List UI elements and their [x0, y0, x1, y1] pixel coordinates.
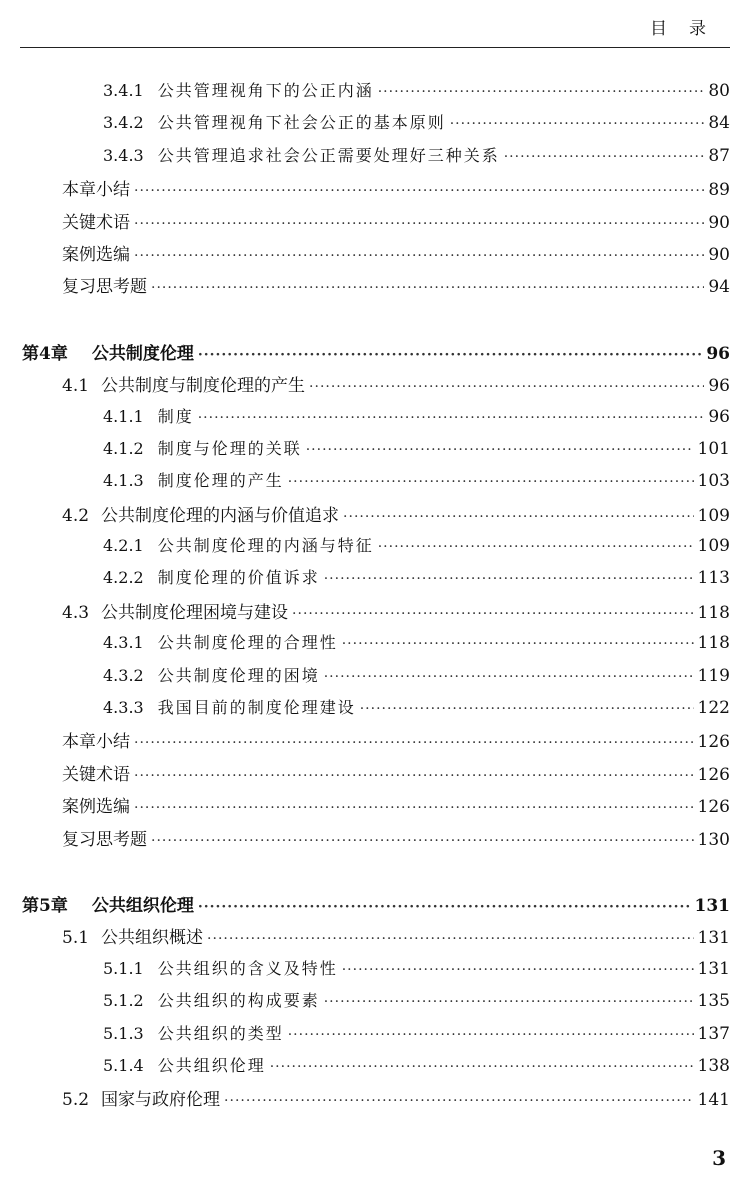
toc-leader-dots	[151, 280, 704, 296]
toc-leader-dots	[342, 636, 694, 652]
table-of-contents	[0, 78, 750, 1118]
page-number: 3	[712, 1146, 726, 1170]
toc-leader-dots	[224, 1093, 694, 1109]
toc-entry-number: 第4章	[22, 343, 68, 364]
header-rule	[20, 47, 730, 48]
toc-entry-number: 4.3.3	[103, 698, 144, 718]
toc-leader-dots	[134, 248, 704, 264]
toc-leader-dots	[292, 606, 694, 622]
toc-leader-dots	[324, 571, 694, 587]
toc-leader-dots	[324, 669, 694, 685]
toc-entry-number: 4.3	[62, 602, 90, 623]
toc-entry[interactable]	[0, 630, 750, 662]
toc-entry-title: 制度伦理的产生	[157, 471, 284, 491]
toc-leader-dots	[343, 509, 694, 525]
toc-entry[interactable]	[0, 598, 750, 630]
toc-entry-number: 4.1.3	[103, 471, 144, 491]
toc-entry-page: 96	[708, 406, 730, 427]
toc-leader-dots	[134, 216, 704, 232]
toc-leader-dots	[306, 442, 694, 458]
toc-entry-title: 案例选编	[62, 244, 130, 265]
toc-entry-page: 131	[694, 895, 730, 916]
toc-entry[interactable]	[0, 175, 750, 207]
toc-entry-page: 89	[708, 180, 730, 201]
toc-entry-page: 118	[697, 602, 730, 623]
toc-leader-dots	[504, 149, 705, 165]
toc-leader-dots	[324, 994, 694, 1010]
toc-entry[interactable]	[0, 727, 750, 759]
toc-entry[interactable]	[0, 533, 750, 565]
toc-entry[interactable]	[0, 371, 750, 403]
toc-entry[interactable]	[0, 240, 750, 272]
toc-entry-page: 119	[697, 665, 730, 686]
toc-entry-title: 复习思考题	[62, 829, 147, 850]
toc-entry-number: 5.1	[62, 928, 90, 949]
toc-entry-page: 80	[708, 81, 730, 101]
toc-entry[interactable]	[0, 565, 750, 597]
running-header: 目录	[650, 19, 728, 39]
toc-entry-title: 关键术语	[62, 212, 130, 233]
toc-entry[interactable]	[0, 956, 750, 988]
toc-entry[interactable]	[0, 78, 750, 110]
toc-entry-title: 复习思考题	[62, 277, 147, 298]
toc-entry-title: 公共制度伦理的困境	[157, 665, 320, 685]
toc-entry-page: 126	[697, 732, 730, 753]
toc-entry-page: 84	[708, 113, 730, 134]
toc-entry-title: 案例选编	[62, 797, 130, 818]
toc-entry-page: 126	[697, 764, 730, 785]
toc-entry-title: 公共管理视角下的公正内涵	[157, 81, 374, 100]
toc-entry[interactable]	[0, 760, 750, 792]
toc-entry-page: 138	[697, 1055, 730, 1076]
toc-entry-page: 101	[697, 438, 730, 459]
toc-leader-dots	[378, 84, 705, 100]
toc-leader-dots	[450, 116, 705, 132]
toc-entry-title: 本章小结	[62, 732, 130, 753]
toc-entry-title: 公共制度伦理的内涵与特征	[157, 536, 374, 556]
toc-entry-number: 5.1.3	[103, 1023, 144, 1043]
toc-entry-page: 118	[697, 633, 730, 654]
toc-entry-title: 制度伦理的价值诉求	[157, 568, 320, 588]
toc-entry-number: 4.3.2	[103, 665, 144, 685]
toc-leader-dots	[288, 1027, 694, 1043]
toc-entry[interactable]	[0, 501, 750, 533]
toc-entry[interactable]	[0, 1021, 750, 1053]
toc-entry-number: 4.1	[62, 376, 90, 397]
toc-leader-dots	[134, 800, 694, 816]
toc-entry-page: 122	[697, 698, 730, 719]
toc-entry[interactable]	[0, 468, 750, 500]
toc-entry-title: 公共组织的构成要素	[157, 991, 320, 1011]
toc-entry-title: 公共制度伦理的合理性	[157, 633, 338, 653]
toc-entry-number: 5.2	[62, 1090, 90, 1111]
toc-entry-number: 3.4.3	[103, 145, 144, 165]
toc-entry[interactable]	[0, 1053, 750, 1085]
toc-entry[interactable]	[0, 436, 750, 468]
toc-entry-number: 4.1.1	[103, 406, 144, 426]
toc-entry-page: 90	[708, 244, 730, 265]
toc-leader-dots	[309, 379, 704, 395]
toc-entry[interactable]	[0, 825, 750, 857]
toc-entry[interactable]	[0, 1085, 750, 1117]
toc-entry-title: 公共组织的类型	[157, 1023, 284, 1043]
toc-entry-page: 87	[708, 145, 730, 166]
toc-entry-page: 141	[697, 1090, 730, 1111]
toc-gap	[0, 305, 750, 339]
toc-entry[interactable]	[0, 110, 750, 142]
toc-entry-page: 130	[697, 829, 730, 850]
toc-entry[interactable]	[0, 988, 750, 1020]
toc-entry-page: 96	[706, 343, 730, 364]
toc-entry-number: 4.2.2	[103, 568, 144, 588]
toc-leader-dots	[198, 410, 705, 426]
toc-leader-dots	[342, 962, 694, 978]
toc-entry[interactable]	[0, 923, 750, 955]
toc-entry-page: 109	[697, 536, 730, 557]
toc-leader-dots	[151, 833, 694, 849]
toc-entry[interactable]	[0, 663, 750, 695]
toc-entry-title: 公共制度伦理困境与建设	[101, 602, 289, 623]
toc-entry-page: 103	[697, 471, 730, 492]
toc-entry-page: 131	[697, 928, 730, 949]
toc-entry-number: 5.1.2	[103, 991, 144, 1011]
toc-entry-title: 公共制度伦理的内涵与价值追求	[101, 505, 340, 526]
toc-entry-title: 国家与政府伦理	[101, 1090, 221, 1111]
toc-entry-page: 135	[697, 991, 730, 1012]
toc-leader-dots	[360, 701, 694, 717]
toc-entry[interactable]	[0, 404, 750, 436]
toc-entry-number: 5.1.4	[103, 1055, 144, 1075]
toc-entry[interactable]	[0, 792, 750, 824]
toc-entry-title: 公共制度伦理	[91, 343, 194, 364]
toc-entry-number: 第5章	[22, 895, 68, 916]
toc-leader-dots	[378, 539, 694, 555]
toc-entry-number: 4.2	[62, 505, 90, 526]
toc-entry-page: 113	[697, 568, 730, 589]
toc-entry-title: 关键术语	[62, 764, 130, 785]
toc-entry-number: 4.3.1	[103, 633, 144, 653]
toc-entry[interactable]	[0, 208, 750, 240]
toc-leader-dots	[270, 1059, 694, 1075]
toc-entry-title: 本章小结	[62, 180, 130, 201]
toc-entry-title: 公共管理追求社会公正需要处理好三种关系	[157, 145, 500, 165]
toc-entry[interactable]	[0, 272, 750, 304]
toc-entry-title: 制度	[157, 406, 194, 426]
toc-entry[interactable]	[0, 695, 750, 727]
toc-leader-dots	[198, 347, 702, 363]
toc-entry-number: 3.4.1	[103, 81, 144, 100]
toc-leader-dots	[134, 768, 694, 784]
toc-entry-title: 公共组织伦理	[91, 895, 194, 916]
toc-entry-page: 94	[708, 277, 730, 298]
toc-entry-page: 126	[697, 797, 730, 818]
toc-entry-page: 96	[708, 376, 730, 397]
toc-entry[interactable]	[0, 339, 750, 371]
toc-leader-dots	[134, 183, 704, 199]
toc-entry-number: 4.2.1	[103, 536, 144, 556]
toc-entry[interactable]	[0, 891, 750, 923]
toc-entry-title: 公共组织伦理	[157, 1055, 266, 1075]
toc-leader-dots	[288, 474, 694, 490]
toc-entry-page: 109	[697, 505, 730, 526]
toc-entry-title: 公共制度与制度伦理的产生	[101, 376, 306, 397]
toc-leader-dots	[198, 899, 691, 915]
toc-entry-page: 137	[697, 1023, 730, 1044]
toc-entry-number: 4.1.2	[103, 438, 144, 458]
toc-entry-number: 3.4.2	[103, 113, 144, 133]
toc-entry-number: 5.1.1	[103, 958, 144, 978]
toc-entry-title: 公共组织概述	[101, 928, 204, 949]
toc-entry-title: 公共组织的含义及特性	[157, 958, 338, 978]
toc-entry-title: 制度与伦理的关联	[157, 438, 302, 458]
toc-entry[interactable]	[0, 143, 750, 175]
toc-leader-dots	[134, 735, 694, 751]
toc-entry-page: 90	[708, 212, 730, 233]
toc-entry-page: 131	[697, 958, 730, 979]
toc-gap	[0, 857, 750, 891]
toc-entry-title: 我国目前的制度伦理建设	[157, 698, 356, 718]
toc-leader-dots	[207, 931, 694, 947]
toc-entry-title: 公共管理视角下社会公正的基本原则	[157, 113, 446, 133]
